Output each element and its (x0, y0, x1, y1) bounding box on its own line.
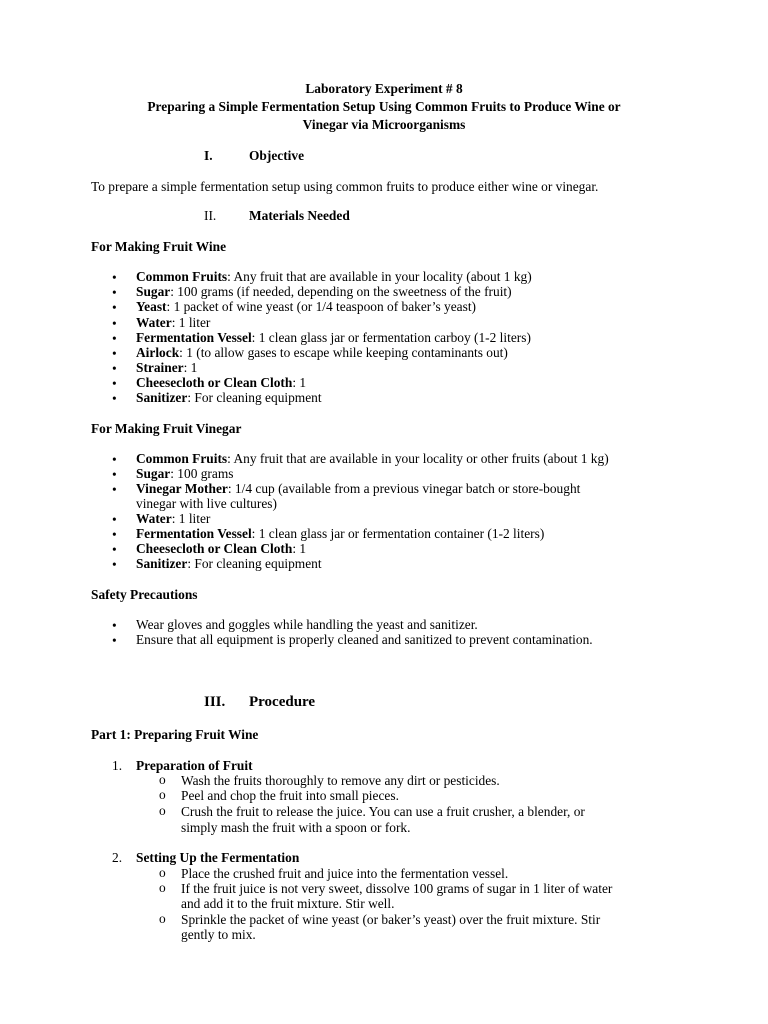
item-term: Fermentation Vessel (136, 330, 252, 345)
item-term: Vinegar Mother (136, 481, 228, 496)
item-desc: : Any fruit that are available in your locality or other fruits (about 1 kg) (227, 451, 609, 466)
bullet-icon: • (112, 316, 117, 331)
sub-item-continuation: gently to mix. (181, 927, 256, 942)
list-item (136, 511, 210, 526)
item-term: Sugar (136, 284, 171, 299)
page-subtitle-line2: Vinegar via Microorganisms (302, 117, 466, 132)
list-item (136, 541, 306, 556)
item-term: Yeast (136, 299, 167, 314)
sub-bullet-icon: o (159, 880, 166, 895)
list-item (136, 330, 531, 345)
list-item (136, 360, 197, 375)
bullet-icon: • (112, 376, 117, 391)
item-term: Common Fruits (136, 269, 228, 284)
step-number: 1. (112, 758, 123, 773)
sub-item: Wash the fruits thoroughly to remove any dirt or pesticides. (181, 773, 500, 788)
list-item-continuation: vinegar with live cultures) (136, 496, 277, 511)
item-term: Sugar (136, 466, 171, 481)
item-desc: : 1 liter (171, 511, 211, 526)
vinegar-materials-heading: For Making Fruit Vinegar (91, 421, 242, 436)
item-desc: : 1 clean glass jar or fermentation carboy (1-2 liters) (251, 330, 531, 345)
item-term: Cheesecloth or Clean Cloth (136, 375, 293, 390)
list-item (136, 269, 532, 284)
item-desc: : 1 (292, 375, 307, 390)
bullet-icon: • (112, 557, 117, 572)
sub-bullet-icon: o (159, 787, 166, 802)
bullet-icon: • (112, 270, 117, 285)
bullet-icon: • (112, 467, 117, 482)
item-desc: : 100 grams (if needed, depending on the sweetness of the fruit) (170, 284, 512, 299)
list-item (136, 345, 508, 360)
bullet-icon: • (112, 512, 117, 527)
list-item (136, 390, 322, 405)
list-item (136, 481, 580, 496)
sub-item-continuation: and add it to the fruit mixture. Stir well. (181, 896, 395, 911)
section-heading-materials: Materials Needed (249, 208, 350, 223)
wine-materials-heading: For Making Fruit Wine (91, 239, 227, 254)
bullet-icon: • (112, 361, 117, 376)
list-item: Wear gloves and goggles while handling the yeast and sanitizer. (136, 617, 478, 632)
item-desc: : 1 (183, 360, 198, 375)
item-term: Sanitizer (136, 390, 188, 405)
objective-text: To prepare a simple fermentation setup using common fruits to produce either wine or vinegar. (91, 179, 599, 194)
page-title: Laboratory Experiment # 8 (305, 81, 463, 96)
item-desc: : Any fruit that are available in your locality (about 1 kg) (227, 269, 532, 284)
item-desc: : 1 (to allow gases to escape while keeping contaminants out) (179, 345, 508, 360)
bullet-icon: • (112, 618, 117, 633)
sub-bullet-icon: o (159, 772, 166, 787)
sub-bullet-icon: o (159, 865, 166, 880)
item-term: Strainer (136, 360, 184, 375)
page-subtitle-line1: Preparing a Simple Fermentation Setup Using Common Fruits to Produce Wine or (147, 99, 621, 114)
bullet-icon: • (112, 331, 117, 346)
part1-heading: Part 1: Preparing Fruit Wine (91, 727, 259, 742)
step-title: Preparation of Fruit (136, 758, 253, 773)
section-heading-procedure: Procedure (249, 694, 316, 710)
item-term: Fermentation Vessel (136, 526, 252, 541)
item-term: Cheesecloth or Clean Cloth (136, 541, 293, 556)
sub-bullet-icon: o (159, 803, 166, 818)
sub-item: Place the crushed fruit and juice into the fermentation vessel. (181, 866, 509, 881)
item-desc: : 1/4 cup (available from a previous vinegar batch or store-bought (227, 481, 581, 496)
bullet-icon: • (112, 542, 117, 557)
bullet-icon: • (112, 285, 117, 300)
sub-item: If the fruit juice is not very sweet, dissolve 100 grams of sugar in 1 liter of water (181, 881, 613, 896)
list-item: Ensure that all equipment is properly cleaned and sanitized to prevent contamination. (136, 632, 593, 647)
item-desc: : 1 clean glass jar or fermentation container (1-2 liters) (251, 526, 545, 541)
section-numeral-procedure: III. (204, 694, 226, 710)
bullet-icon: • (112, 300, 117, 315)
list-item (136, 315, 210, 330)
item-desc: : For cleaning equipment (187, 556, 322, 571)
list-item (136, 526, 544, 541)
sub-item: Crush the fruit to release the juice. You can use a fruit crusher, a blender, or (181, 804, 585, 819)
bullet-icon: • (112, 633, 117, 648)
list-item (136, 284, 512, 299)
item-term: Sanitizer (136, 556, 188, 571)
bullet-icon: • (112, 346, 117, 361)
list-item (136, 299, 476, 314)
item-desc: : 100 grams (170, 466, 234, 481)
list-item (136, 451, 609, 466)
item-desc: : 1 liter (171, 315, 211, 330)
item-desc: : 1 (292, 541, 307, 556)
step-title: Setting Up the Fermentation (136, 850, 300, 865)
bullet-icon: • (112, 391, 117, 406)
item-term: Water (136, 511, 172, 526)
sub-item: Sprinkle the packet of wine yeast (or baker’s yeast) over the fruit mixture. Stir (181, 912, 601, 927)
bullet-icon: • (112, 527, 117, 542)
bullet-icon: • (112, 482, 117, 497)
section-numeral-objective: I. (204, 148, 213, 163)
step-number: 2. (112, 850, 123, 865)
section-numeral-materials: II. (204, 208, 217, 223)
sub-item-continuation: simply mash the fruit with a spoon or fork. (181, 820, 411, 835)
section-heading-objective: Objective (249, 148, 305, 163)
safety-heading: Safety Precautions (91, 587, 198, 602)
item-term: Water (136, 315, 172, 330)
bullet-icon: • (112, 452, 117, 467)
item-term: Airlock (136, 345, 180, 360)
sub-item: Peel and chop the fruit into small pieces. (181, 788, 399, 803)
item-desc: : For cleaning equipment (187, 390, 322, 405)
list-item (136, 375, 306, 390)
item-term: Common Fruits (136, 451, 228, 466)
sub-bullet-icon: o (159, 911, 166, 926)
list-item (136, 556, 322, 571)
list-item (136, 466, 233, 481)
item-desc: : 1 packet of wine yeast (or 1/4 teaspoon of baker’s yeast) (166, 299, 476, 314)
